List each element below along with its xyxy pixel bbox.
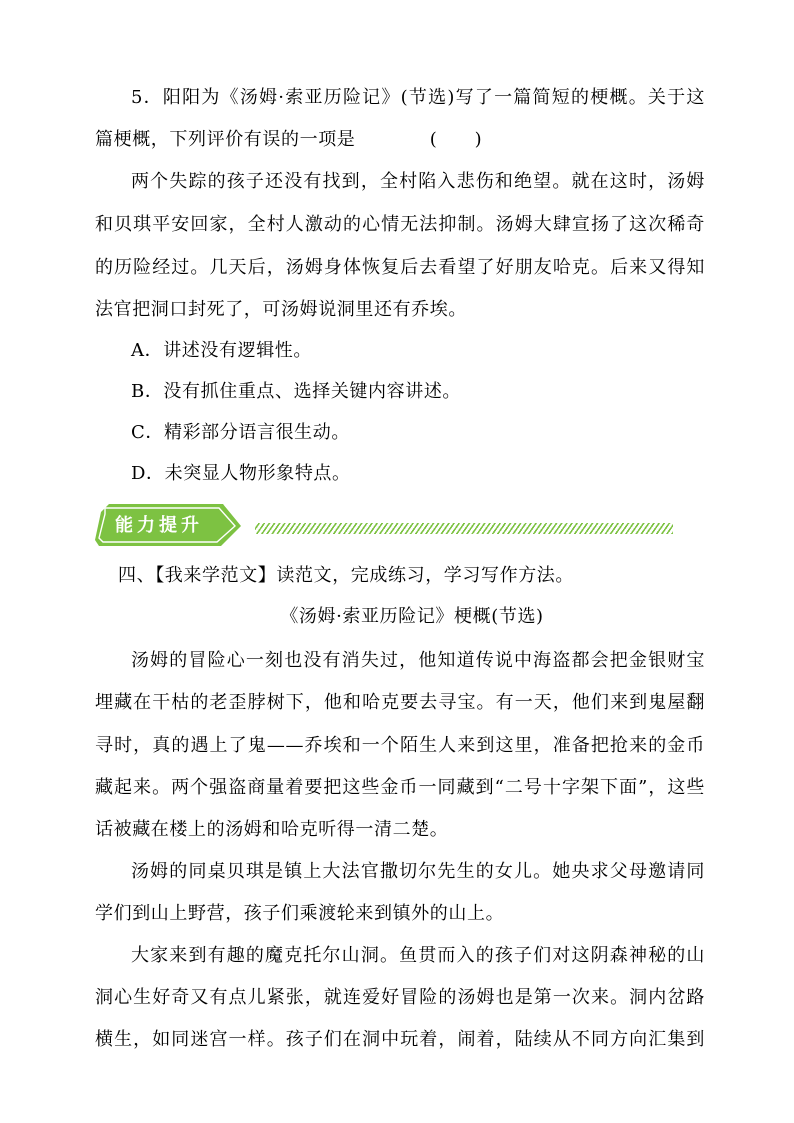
banner-hatch-line — [255, 523, 673, 535]
option-d: D．未突显人物形象特点。 — [131, 463, 351, 484]
essay-p2-line-2: 学们到山上野营，孩子们乘渡轮来到镇外的山上。 — [95, 903, 505, 924]
essay-p3-line-1: 大家来到有趣的魔克托尔山洞。鱼贯而入的孩子们对这阴森神秘的山 — [131, 945, 705, 966]
essay-p1-line-2: 埋藏在干枯的老歪脖树下，他和哈克要去寻宝。有一天，他们来到鬼屋翻 — [95, 692, 705, 713]
summary-line-3: 的历险经过。几天后，汤姆身体恢复后去看望了好朋友哈克。后来又得知 — [95, 257, 705, 278]
essay-p1-line-5: 话被藏在楼上的汤姆和哈克听得一清二楚。 — [95, 819, 449, 840]
question-5-line-1: 5．阳阳为《汤姆·索亚历险记》(节选)写了一篇简短的梗概。关于这 — [131, 87, 705, 108]
essay-title: 《汤姆·索亚历险记》梗概(节选) — [280, 606, 544, 627]
option-c: C．精彩部分语言很生动。 — [131, 422, 350, 443]
essay-p1-line-3: 寻时，真的遇上了鬼——乔埃和一个陌生人来到这里，准备把抢来的金币 — [95, 735, 705, 756]
section-banner — [95, 502, 685, 546]
essay-p1-line-1: 汤姆的冒险心一刻也没有消失过，他知道传说中海盗都会把金银财宝 — [131, 650, 705, 671]
banner-label: 能力提升 — [115, 515, 203, 536]
option-a: A．讲述没有逻辑性。 — [131, 340, 312, 361]
summary-line-1: 两个失踪的孩子还没有找到，全村陷入悲伤和绝望。就在这时，汤姆 — [131, 171, 705, 192]
essay-p2-line-1: 汤姆的同桌贝琪是镇上大法官撒切尔先生的女儿。她央求父母邀请同 — [131, 861, 705, 882]
essay-p3-line-3: 横生，如同迷宫一样。孩子们在洞中玩着，闹着，陆续从不同方向汇集到 — [95, 1029, 705, 1050]
summary-line-4: 法官把洞口封死了，可汤姆说洞里还有乔埃。 — [95, 299, 467, 320]
question-5-line-2: 篇梗概，下列评价有误的一项是 ( ) — [95, 129, 483, 150]
essay-p3-line-2: 洞心生好奇又有点儿紧张，就连爱好冒险的汤姆也是第一次来。洞内岔路 — [95, 987, 705, 1008]
essay-p1-line-4: 藏起来。两个强盗商量着要把这些金币一同藏到“二号十字架下面”，这些 — [95, 777, 705, 798]
summary-line-2: 和贝琪平安回家，全村人激动的心情无法抑制。汤姆大肆宣扬了这次稀奇 — [95, 214, 705, 235]
question-4-heading: 四、【我来学范文】读范文，完成练习，学习写作方法。 — [118, 565, 574, 586]
option-b: B．没有抓住重点、选择关键内容讲述。 — [131, 381, 462, 402]
